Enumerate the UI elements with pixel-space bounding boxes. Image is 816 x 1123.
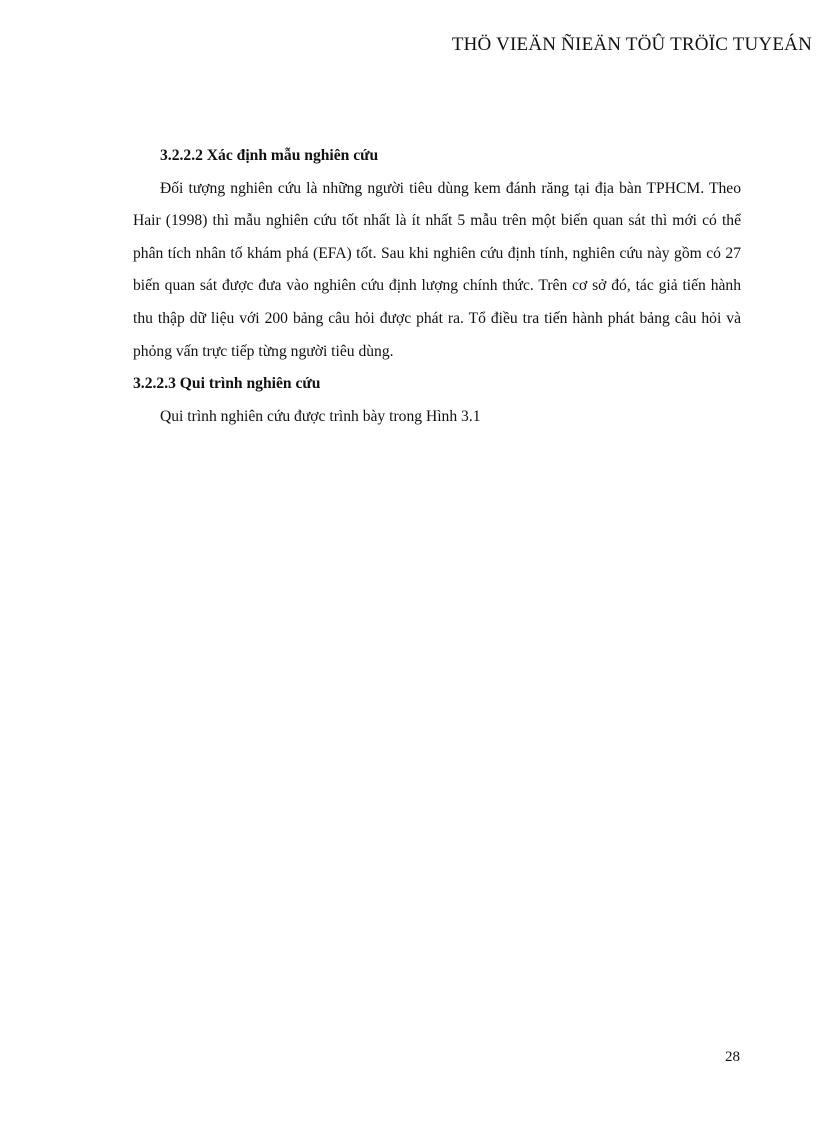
section-paragraph-process: Qui trình nghiên cứu được trình bày trong Hình 3.1 — [160, 407, 481, 425]
document-body — [133, 140, 741, 433]
section-heading-process: 3.2.2.3 Qui trình nghiên cứu — [133, 375, 321, 393]
section-heading-sample: 3.2.2.2 Xác định mẫu nghiên cứu — [160, 147, 379, 164]
page-number: 28 — [725, 1049, 740, 1065]
section-paragraph-sample: Đối tượng nghiên cứu là những người tiêu dùng kem đánh răng tại địa bàn TPHCM. Theo Hair (1998) thì mẫu nghiên cứu tốt nhất là ít nhất 5 mẫu trên một biến quan sát thì mới có thể phân tích nhân tố khám phá (EFA) tốt. Sau khi nghiên cứu định tính, nghiên cứu này gồm có 27 biến quan sát được đưa vào nghiên cứu định lượng chính thức. Trên cơ sở đó, tác giả tiến hành thu thập dữ liệu với 200 bảng câu hỏi được phát ra. Tổ điều tra tiến hành phát bảng câu hỏi và phỏng vấn trực tiếp từng người tiêu dùng. — [133, 179, 741, 360]
page-header-title: THÖ VIEÄN ÑIEÄN TÖÛ TRÖÏC TUYEÁN — [451, 34, 812, 55]
